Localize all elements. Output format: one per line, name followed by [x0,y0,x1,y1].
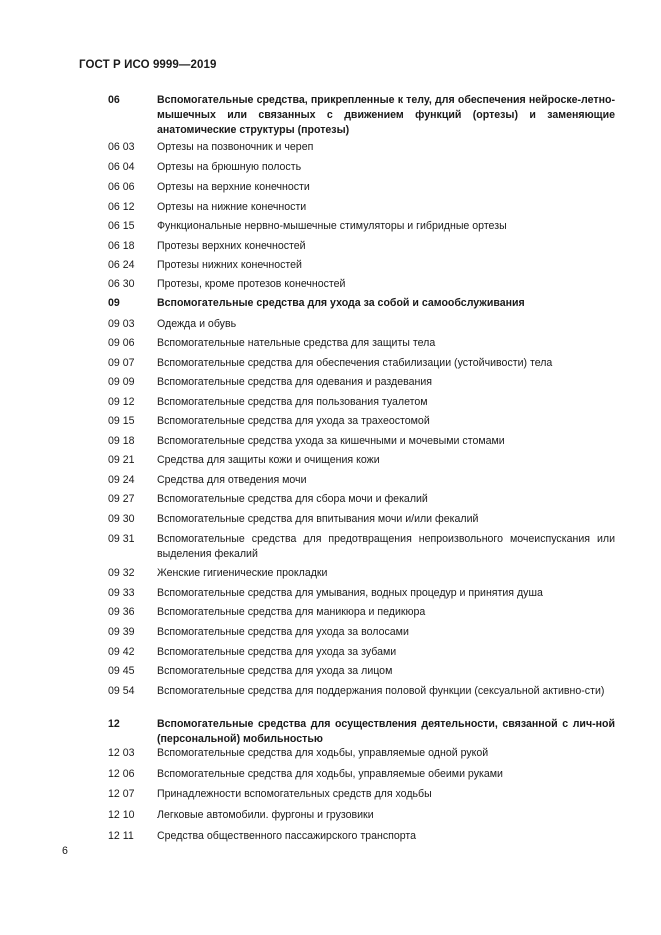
item-description: Вспомогательные средства для одевания и раздевания [157,376,433,388]
item-code: 06 04 [108,161,135,173]
item-code: 12 11 [108,830,134,842]
item-description: Вспомогательные средства для ухода за собой и самообслуживания [157,297,525,309]
item-code: 09 12 [108,396,135,408]
item-code: 09 30 [108,513,135,525]
item-code: 09 54 [108,685,135,697]
item-code: 09 [108,297,120,309]
item-description: Вспомогательные средства для ухода за трахеостомой [157,415,430,427]
item-code: 09 07 [108,357,135,369]
item-description: Средства для отведения мочи [157,474,307,486]
page-number: 6 [62,845,68,857]
item-code: 06 [108,94,120,106]
item-description: Вспомогательные средства для ходьбы, управляемые одной рукой [157,747,489,759]
item-description: Легковые автомобили. фургоны и грузовики [157,809,374,821]
item-description: Вспомогательные нательные средства для защиты тела [157,337,436,349]
item-code: 12 06 [108,768,135,780]
item-description: Вспомогательные средства для впитывания мочи и/или фекалий [157,513,479,525]
item-code: 06 03 [108,141,135,153]
item-description: Вспомогательные средства для ухода за зубами [157,646,397,658]
item-description: Вспомогательные средства для пользования туалетом [157,396,428,408]
item-description: Вспомогательные средства для осуществления деятельности, связанной с лич-ной (персональной) мобильностью [157,718,615,745]
item-description: Вспомогательные средства ухода за кишечными и мочевыми стомами [157,435,505,447]
item-code: 09 31 [108,533,135,545]
item-description: Ортезы на верхние конечности [157,181,310,193]
item-code: 06 24 [108,259,135,271]
item-description: Вспомогательные средства для маникюра и педикюра [157,606,426,618]
item-description: Протезы, кроме протезов конечностей [157,278,346,290]
item-code: 06 12 [108,201,135,213]
item-description: Средства общественного пассажирского транспорта [157,830,417,842]
item-code: 09 21 [108,454,135,466]
item-description: Вспомогательные средства для умывания, водных процедур и принятия душа [157,587,543,599]
item-description: Вспомогательные средства для поддержания половой функции (сексуальной активно-сти) [157,685,605,697]
item-description: Вспомогательные средства для ходьбы, управляемые обеими руками [157,768,503,780]
item-code: 09 03 [108,318,135,330]
item-code: 09 39 [108,626,135,638]
item-description: Принадлежности вспомогательных средств для ходьбы [157,788,432,800]
item-description: Ортезы на позвоночник и череп [157,141,314,153]
item-description: Вспомогательные средства, прикрепленные к телу, для обеспечения нейроске-летно-мышечных или связанных с движением функций (ортезы) и заменяющие анатомические структуры (протезы) [157,94,615,136]
item-code: 12 [108,718,120,730]
item-code: 09 36 [108,606,135,618]
item-code: 12 10 [108,809,135,821]
item-code: 09 24 [108,474,135,486]
item-description: Средства для защиты кожи и очищения кожи [157,454,380,466]
item-code: 09 32 [108,567,135,579]
item-code: 06 15 [108,220,135,232]
item-code: 09 27 [108,493,135,505]
item-description: Женские гигиенические прокладки [157,567,328,579]
item-description: Вспомогательные средства для сбора мочи и фекалий [157,493,428,505]
item-code: 12 03 [108,747,135,759]
item-code: 06 06 [108,181,135,193]
item-description: Вспомогательные средства для ухода за волосами [157,626,409,638]
document-header: ГОСТ Р ИСО 9999—2019 [79,59,217,71]
item-description: Функциональные нервно-мышечные стимуляторы и гибридные ортезы [157,220,507,232]
item-code: 09 18 [108,435,135,447]
item-description: Одежда и обувь [157,318,237,330]
item-code: 09 15 [108,415,135,427]
item-description: Ортезы на брюшную полость [157,161,302,173]
item-code: 09 42 [108,646,135,658]
item-code: 09 06 [108,337,135,349]
item-description: Вспомогательные средства для обеспечения стабилизации (устойчивости) тела [157,357,553,369]
item-description: Протезы нижних конечностей [157,259,302,271]
item-description: Вспомогательные средства для ухода за лицом [157,665,393,677]
item-code: 09 33 [108,587,135,599]
item-description: Ортезы на нижние конечности [157,201,307,213]
item-code: 06 18 [108,240,135,252]
item-description: Вспомогательные средства для предотвращения непроизвольного мочеиспускания или выделения фекалий [157,533,615,560]
item-code: 09 45 [108,665,135,677]
item-description: Протезы верхних конечностей [157,240,306,252]
item-code: 06 30 [108,278,135,290]
item-code: 09 09 [108,376,135,388]
item-code: 12 07 [108,788,135,800]
